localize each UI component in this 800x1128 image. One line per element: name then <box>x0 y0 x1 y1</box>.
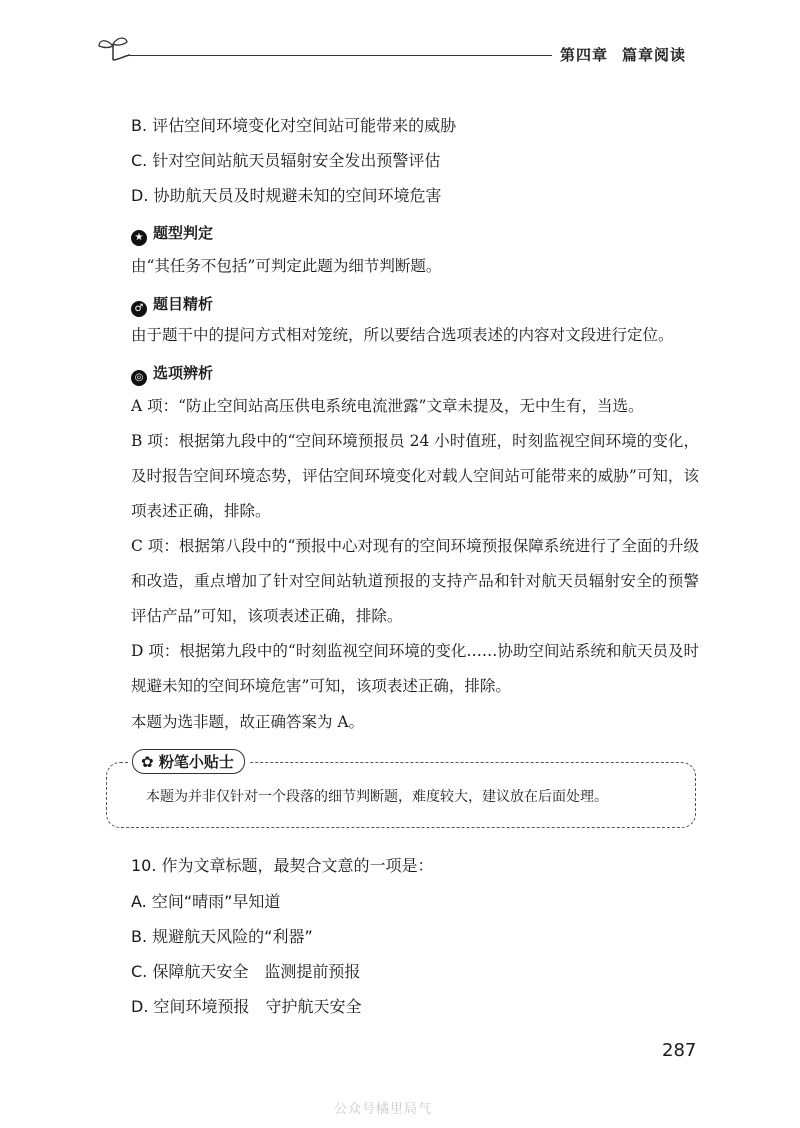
chapter-header <box>560 44 686 65</box>
question-10-option-a: A. 空间“晴雨”早知道 <box>131 892 281 911</box>
explanation-d: D 项：根据第九段中的“时刻监视空间环境的变化……协助空间站系统和航天员及时规避未知的空间环境危害”可知，该项表述正确，排除。 <box>131 642 699 695</box>
section-analysis-heading <box>131 293 213 317</box>
tip-text: 本题为并非仅针对一个段落的细节判断题，难度较大，建议放在后面处理。 <box>146 789 608 805</box>
tip-label-text: 粉笔小贴士 <box>158 753 234 771</box>
explanation-conclusion: 本题为选非题，故正确答案为 A。 <box>131 713 365 731</box>
question-10-stem: 10. 作为文章标题，最契合文意的一项是： <box>131 856 434 875</box>
chapter-section: 篇章阅读 <box>622 46 687 64</box>
sprout-icon <box>96 34 130 62</box>
section-type-text: 由“其任务不包括”可判定此题为细节判断题。 <box>131 257 442 275</box>
option-b: B. 评估空间环境变化对空间站可能带来的威胁 <box>131 116 457 135</box>
question-10-option-d: D. 空间环境预报 守护航天安全 <box>131 997 362 1016</box>
section-options-title: 选项辨析 <box>153 364 214 382</box>
question-10-option-b: B. 规避航天风险的“利器” <box>131 927 313 946</box>
tip-label <box>128 749 249 774</box>
explanation-b: B 项：根据第九段中的“空间环境预报员 24 小时值班，时刻监视空间环境的变化，及时报告空间环境态势，评估空间环境变化对载人空间站可能带来的威胁”可知，该项表述正确，排除。 <box>131 432 699 520</box>
analysis-icon: ♂ <box>131 301 147 317</box>
section-type-title: 题型判定 <box>153 224 214 242</box>
watermark: 公众号橘里局气 <box>334 1102 433 1117</box>
explanation-c: C 项：根据第八段中的“预报中心对现有的空间环境预报保障系统进行了全面的升级和改造，重点增加了针对空间站轨道预报的支持产品和针对航天员辐射安全的预警评估产品”可知，该项表述正确，排除。 <box>131 537 699 625</box>
star-icon: ★ <box>131 230 147 246</box>
section-analysis-text: 由于题干中的提问方式相对笼统，所以要结合选项表述的内容对文段进行定位。 <box>131 326 674 344</box>
section-type-heading <box>131 222 213 246</box>
question-10-option-c: C. 保障航天安全 监测提前预报 <box>131 962 361 981</box>
explanation-a: A 项：“防止空间站高压供电系统电流泄露”文章未提及，无中生有，当选。 <box>131 397 644 415</box>
section-analysis-title: 题目精析 <box>153 295 214 313</box>
chapter-number: 第四章 <box>560 46 609 64</box>
target-icon: ◎ <box>131 370 147 386</box>
option-c: C. 针对空间站航天员辐射安全发出预警评估 <box>131 151 441 170</box>
option-d: D. 协助航天员及时规避未知的空间环境危害 <box>131 186 442 205</box>
page-number: 287 <box>662 1040 697 1061</box>
sprout-small-icon: ✿ <box>141 753 154 771</box>
header-rule <box>128 55 552 56</box>
section-options-heading <box>131 362 213 386</box>
